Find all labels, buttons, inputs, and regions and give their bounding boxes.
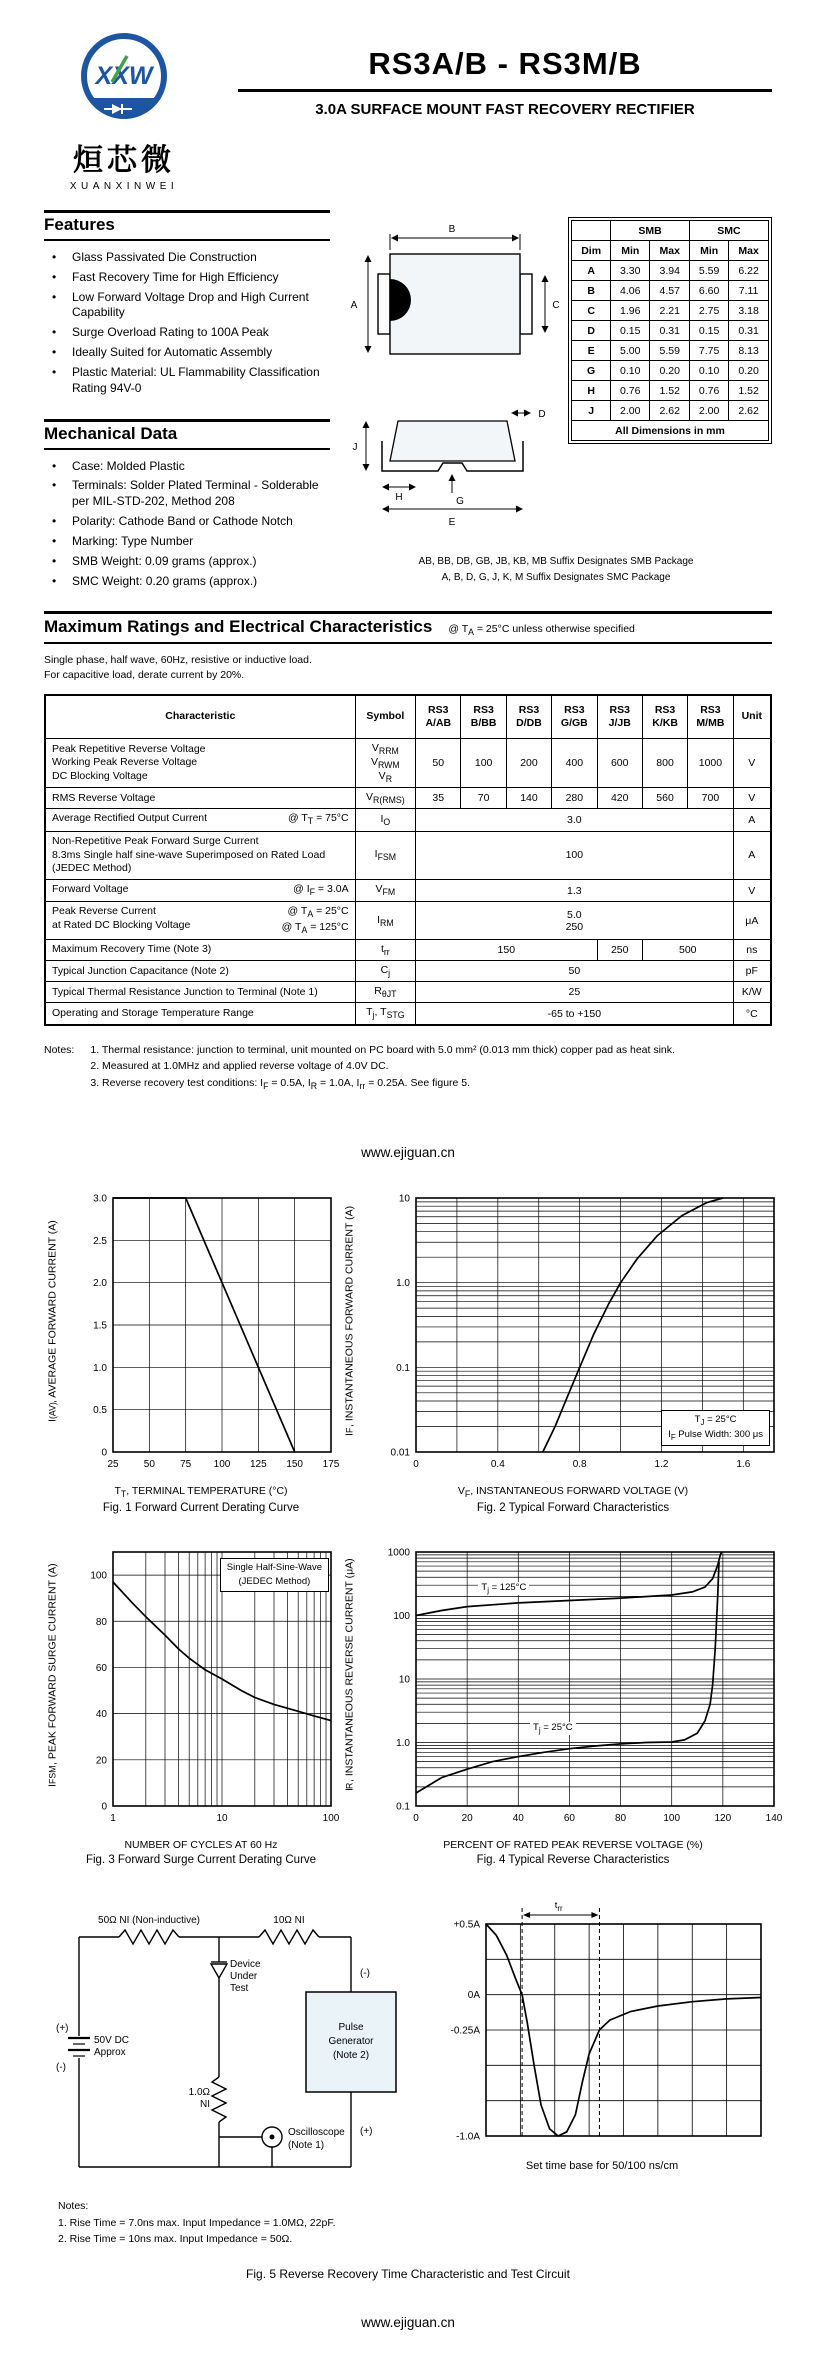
- svg-text:2.5: 2.5: [93, 1236, 107, 1248]
- minus-left-label: (-): [56, 2062, 66, 2074]
- fig4-label-125c: $T_j = 125^\circ C$: [478, 1582, 529, 1595]
- mechanical-heading: Mechanical Data: [44, 419, 330, 450]
- dim-row: E 5.00 5.59 7.75 8.13: [572, 341, 769, 361]
- svg-text:10: 10: [398, 1674, 410, 1686]
- dim-label-j: J: [352, 442, 358, 453]
- ratings-row: Typical Junction Capacitance (Note 2) $C_j$ 50 pF: [45, 961, 771, 982]
- fig3-caption: Fig. 3 Forward Surge Current Derating Curve: [85, 1854, 317, 1867]
- header: [0, 0, 816, 192]
- fig4: [341, 1544, 788, 1866]
- fig3-ylabel: I FSM , PEAK FORWARD SURGE CURRENT (A): [46, 1563, 59, 1787]
- test-circuit-diagram-icon: [44, 1892, 424, 2192]
- svg-text:1.6: 1.6: [736, 1459, 751, 1471]
- svg-text:0: 0: [413, 1459, 419, 1471]
- fig4-ylabel: I R , INSTANTANEOUS REVERSE CURRENT (μA): [343, 1558, 356, 1792]
- suffix-note: AB, BB, DB, GB, JB, KB, MB Suffix Designates SMB Package A, B, D, G, J, K, M Suffix Designates SMC Package: [418, 556, 694, 583]
- dim-label-e: E: [448, 517, 456, 528]
- fig3-annotation: Single Half-Sine-Wave (JEDEC Method): [220, 1558, 329, 1592]
- oscilloscope-label: Oscilloscope: [288, 2127, 345, 2139]
- svg-text:80: 80: [95, 1617, 107, 1629]
- recovery-waveform-plot: [432, 1898, 767, 2148]
- plus-left-label: (+): [56, 2023, 69, 2035]
- page-title: RS3A/B - RS3M/B: [368, 46, 642, 81]
- ratings-heading: [44, 611, 772, 643]
- svg-text:40: 40: [95, 1709, 107, 1721]
- logo-monogram: XXW: [95, 62, 153, 90]
- svg-text:-0.25A: -0.25A: [450, 2025, 480, 2037]
- svg-text:0.5: 0.5: [93, 1405, 107, 1417]
- note-item: 2. Measured at 1.0MHz and applied reverse voltage of 4.0V DC.: [90, 1060, 389, 1073]
- right-column: [330, 198, 772, 593]
- svg-text:75: 75: [180, 1459, 192, 1471]
- list-item: • Ideally Suited for Automatic Assembly: [44, 345, 330, 361]
- fig2-caption: Fig. 2 Typical Forward Characteristics: [476, 1502, 670, 1515]
- title-rule: [238, 89, 772, 92]
- fig4-label-25c: $T_j = 25^\circ C$: [530, 1722, 576, 1735]
- svg-text:40: 40: [512, 1813, 524, 1825]
- ratings-table: Characteristic Symbol RS3 A/AB RS3 B/BB RS3 D/DB RS3 G/GB RS3 J/JB RS3 K/KB RS3 M/MB Unit Peak Repetitive Reverse Voltage Working Peak Reverse Voltage DC Blocking Voltage $V_{RRM}$ $V_{RWM}$ $V_R$ 50 100 200 400 600 800 1000 V RMS Reverse Voltage $V_{R(RMS)}$ 35 70 140 280 420 560 700 V Average Rectified Output Current @ $T_T = 75^\circ C$ $I_O$ 3.0 A Non-Repetitive Peak Forward Surge Current 8.3ms Single half sine-wave Superimposed on Rated Load (JEDEC Method) $I_{FSM}$ 100 A Forward Voltage @ $I_F = 3.0A$ $V_{FM}$ 1.3 V Peak Reverse Current at Rated DC Blocking Voltage @ $T_A = 25^\circ C$ @ $T_A = 125^\circ C$ $I_{RM}$ 5.0 250 μA Maximum Recovery Time (Note 3) $t_{rr}$ 150 250 500 ns Typical Junction Capacitance (Note 2) $C_j$ 50 pF Typical Thermal Resistance Junction to Terminal (Note 1) $R_{\theta JT}$ 25 K/W Operating and Storage Temperature Range $T_j$, $T_{STG}$ -65 to +150 °C: [44, 694, 772, 1026]
- fig3: [44, 1544, 341, 1866]
- circuit-notes: Notes: 1. Rise Time = 7.0ns max. Input Impedance = 1.0MΩ, 22pF. 2. Rise Time = 10ns max. Input Impedance = 50Ω.: [58, 2200, 336, 2245]
- svg-text:10: 10: [216, 1813, 228, 1825]
- fig5-waveform: [432, 1892, 772, 2247]
- svg-text:(Note 2): (Note 2): [332, 2050, 370, 2062]
- logo-mark-icon: [74, 24, 174, 128]
- dim-label-c: C: [552, 300, 560, 311]
- svg-text:20: 20: [95, 1755, 107, 1767]
- svg-text:100: 100: [393, 1611, 410, 1623]
- ratings-row: Operating and Storage Temperature Range $T_j$, $T_{STG}$ -65 to +150 °C: [45, 1003, 771, 1025]
- svg-text:120: 120: [714, 1813, 732, 1825]
- features-heading: Features: [44, 210, 330, 241]
- ratings-row: Peak Repetitive Reverse Voltage Working Peak Reverse Voltage DC Blocking Voltage $V_{RRM}$ $V_{RWM}$ $V_R$ 50 100 200 400 600 800 1000 V: [45, 739, 771, 788]
- resistor-1ohm-label: 1.0Ω: [188, 2087, 210, 2099]
- dimension-table: SMB SMC Dim Min Max Min Max A 3.30 3.94 5.59 6.22 B 4.06 4.57 6.60 7.11 C 1.96 2.21 2.75 3.18 D 0.15 0.31 0.15 0.31 E 5.00 5.59 7.75 8.13 G 0.10 0.20 0.10 0.20 H 0.76 1.52 0.76 1.52 J 2.00 2.62 2.00 2.62 All Dimensions in mm: [571, 220, 769, 441]
- list-item: • Polarity: Cathode Band or Cathode Notch: [44, 514, 330, 530]
- package-drawing: [340, 198, 568, 538]
- fig1-xlabel: $T_T$, TERMINAL TEMPERATURE (°C): [114, 1485, 288, 1500]
- svg-text:1.2: 1.2: [654, 1459, 669, 1471]
- svg-text:100: 100: [90, 1570, 107, 1582]
- svg-text:100: 100: [322, 1813, 340, 1825]
- fig1-caption: Fig. 1 Forward Current Derating Curve: [102, 1502, 300, 1515]
- dut-label: Device: [230, 1959, 261, 1971]
- dim-row: A 3.30 3.94 5.59 6.22: [572, 261, 769, 281]
- fig1-ylabel: I (AV) , AVERAGE FORWARD CURRENT (A): [46, 1219, 59, 1423]
- mechanical-list: [44, 459, 330, 590]
- fig4-plot: [358, 1544, 788, 1836]
- fig2-xlabel: $V_F$, INSTANTANEOUS FORWARD VOLTAGE (V): [457, 1485, 689, 1500]
- resistor-10ohm-label: 10Ω NI: [273, 1915, 305, 1927]
- svg-text:100: 100: [213, 1459, 231, 1471]
- title-block: [204, 16, 772, 192]
- svg-text:Under: Under: [230, 1971, 258, 1983]
- svg-text:60: 60: [563, 1813, 575, 1825]
- svg-text:1000: 1000: [387, 1547, 410, 1559]
- ratings-intro: Single phase, half wave, 60Hz, resistive or inductive load. For capacitive load, derate current by 20%.: [44, 653, 312, 682]
- svg-text:1.0: 1.0: [93, 1363, 107, 1375]
- svg-text:140: 140: [765, 1813, 783, 1825]
- svg-text:0.1: 0.1: [396, 1363, 410, 1375]
- dim-row: D 0.15 0.31 0.15 0.31: [572, 321, 769, 341]
- list-item: • Glass Passivated Die Construction: [44, 250, 330, 266]
- list-item: • Fast Recovery Time for High Efficiency: [44, 270, 330, 286]
- ratings-row: Typical Thermal Resistance Junction to Terminal (Note 1) $R_{\theta JT}$ 25 K/W: [45, 982, 771, 1003]
- fig1-plot: [61, 1190, 341, 1482]
- site-link-footer[interactable]: www.ejiguan.cn: [361, 2315, 455, 2331]
- logo-chinese: 烜芯微: [73, 144, 175, 177]
- dim-label-h: H: [395, 492, 403, 503]
- ratings-row: Peak Reverse Current at Rated DC Blocking Voltage @ $T_A = 25^\circ C$ @ $T_A = 125^\circ C$ $I_{RM}$ 5.0 250 μA: [45, 902, 771, 940]
- ratings-condition: @ $T_A = 25^\circ C$ unless otherwise specified: [448, 623, 635, 638]
- svg-text:0: 0: [101, 1447, 107, 1459]
- pulse-generator-label: Pulse: [338, 2022, 364, 2034]
- svg-text:0.4: 0.4: [490, 1459, 505, 1471]
- dim-row: G 0.10 0.20 0.10 0.20: [572, 361, 769, 381]
- dim-row: C 1.96 2.21 2.75 3.18: [572, 301, 769, 321]
- ratings-row: Maximum Recovery Time (Note 3) $t_{rr}$ 150 250 500 ns: [45, 940, 771, 961]
- dim-row: J 2.00 2.62 2.00 2.62: [572, 401, 769, 421]
- svg-text:150: 150: [286, 1459, 304, 1471]
- dim-row: B 4.06 4.57 6.60 7.11: [572, 281, 769, 301]
- svg-text:60: 60: [95, 1663, 107, 1675]
- fig1: [44, 1190, 341, 1514]
- notes-list: [90, 1042, 675, 1094]
- svg-text:Test: Test: [230, 1983, 249, 1995]
- logo: [44, 16, 204, 192]
- list-item: • Surge Overload Rating to 100A Peak: [44, 325, 330, 341]
- note-item: 1. Thermal resistance: junction to terminal, unit mounted on PC board with 5.0 mm² (0.013 mm thick) copper pad as heat sink.: [90, 1043, 675, 1056]
- svg-text:0: 0: [413, 1813, 419, 1825]
- svg-text:Generator: Generator: [328, 2036, 374, 2048]
- dim-label-b: B: [448, 224, 456, 235]
- svg-text:125: 125: [249, 1459, 267, 1471]
- site-link-middle[interactable]: www.ejiguan.cn: [361, 1145, 455, 1161]
- fig5: [0, 1892, 816, 2247]
- timebase-caption: Set time base for 50/100 ns/cm: [525, 2160, 679, 2173]
- ratings-title: Maximum Ratings and Electrical Characteristics: [44, 617, 433, 637]
- ratings-row: Non-Repetitive Peak Forward Surge Current 8.3ms Single half sine-wave Superimposed on Rated Load (JEDEC Method) $I_{FSM}$ 100 A: [45, 831, 771, 879]
- svg-text:0.01: 0.01: [390, 1447, 410, 1459]
- page-subtitle: 3.0A SURFACE MOUNT FAST RECOVERY RECTIFIER: [315, 101, 695, 118]
- list-item: • SMB Weight: 0.09 grams (approx.): [44, 554, 330, 570]
- list-item: • Low Forward Voltage Drop and High Current Capability: [44, 290, 330, 322]
- fig2: [341, 1190, 788, 1514]
- fig3-xlabel: NUMBER OF CYCLES AT 60 Hz: [124, 1839, 278, 1852]
- battery-label: 50V DC: [94, 2035, 130, 2047]
- notes-label: Notes:: [44, 1043, 75, 1056]
- list-item: • Terminals: Solder Plated Terminal - Solderable per MIL-STD-202, Method 208: [44, 478, 330, 510]
- svg-text:175: 175: [322, 1459, 340, 1471]
- package-side-view-icon: [340, 405, 565, 533]
- dim-row: H 0.76 1.52 0.76 1.52: [572, 381, 769, 401]
- list-item: • Case: Molded Plastic: [44, 459, 330, 475]
- svg-text:3.0: 3.0: [93, 1193, 107, 1205]
- svg-text:0.1: 0.1: [396, 1801, 410, 1813]
- note-item: 3. Reverse recovery test conditions: $I_F = 0.5A$, $I_R = 1.0A$, $I_{rr} = 0.25A$. See figure 5.: [90, 1077, 471, 1092]
- dim-label-a: A: [350, 300, 358, 311]
- svg-text:-1.0A: -1.0A: [456, 2131, 480, 2143]
- svg-text:Approx: Approx: [94, 2047, 126, 2059]
- minus-right-label: (-): [360, 1968, 370, 1980]
- list-item: • SMC Weight: 0.20 grams (approx.): [44, 574, 330, 590]
- svg-text:0: 0: [101, 1801, 107, 1813]
- svg-text:(Note 1): (Note 1): [288, 2140, 325, 2152]
- dim-label-g: G: [456, 496, 464, 507]
- ratings-row: RMS Reverse Voltage $V_{R(RMS)}$ 35 70 140 280 420 560 700 V: [45, 788, 771, 809]
- svg-text:1.0: 1.0: [396, 1738, 410, 1750]
- svg-text:25: 25: [107, 1459, 119, 1471]
- dim-label-d: D: [538, 409, 546, 420]
- svg-text:20: 20: [461, 1813, 473, 1825]
- svg-text:+0.5A: +0.5A: [453, 1919, 480, 1931]
- notes: [44, 1042, 772, 1094]
- svg-text:1.5: 1.5: [93, 1320, 107, 1332]
- logo-english: XUANXINWEI: [69, 181, 179, 192]
- svg-text:100: 100: [663, 1813, 681, 1825]
- plus-right-label: (+): [360, 2126, 373, 2138]
- fig4-caption: Fig. 4 Typical Reverse Characteristics: [476, 1854, 670, 1867]
- left-column: [44, 198, 330, 593]
- svg-text:0.8: 0.8: [572, 1459, 587, 1471]
- svg-text:NI: NI: [200, 2099, 210, 2111]
- features-list: [44, 250, 330, 397]
- fig2-ylabel: I F , INSTANTANEOUS FORWARD CURRENT (A): [343, 1206, 356, 1436]
- svg-text:80: 80: [615, 1813, 627, 1825]
- package-top-view-icon: [340, 212, 565, 394]
- ratings-row: Forward Voltage @ $I_F = 3.0A$ $V_{FM}$ 1.3 V: [45, 879, 771, 901]
- list-item: • Plastic Material: UL Flammability Classification Rating 94V-0: [44, 365, 330, 397]
- list-item: • Marking: Type Number: [44, 534, 330, 550]
- svg-text:1.0: 1.0: [396, 1278, 410, 1290]
- svg-text:1: 1: [110, 1813, 116, 1825]
- svg-text:50: 50: [143, 1459, 155, 1471]
- svg-text:2.0: 2.0: [93, 1278, 107, 1290]
- fig4-xlabel: PERCENT OF RATED PEAK REVERSE VOLTAGE (%): [443, 1839, 703, 1852]
- fig2-conditions: $T_J = 25^\circ C$ $I_F$ Pulse Width: 300 μs: [661, 1410, 770, 1447]
- resistor-50ohm-label: 50Ω NI (Non-inductive): [98, 1915, 200, 1927]
- fig5-caption: Fig. 5 Reverse Recovery Time Characteristic and Test Circuit: [246, 2267, 570, 2282]
- fig5-test-circuit: [44, 1892, 432, 2247]
- svg-text:0A: 0A: [467, 1990, 480, 2002]
- ratings-row: Average Rectified Output Current @ $T_T = 75^\circ C$ $I_O$ 3.0 A: [45, 809, 771, 831]
- trr-label: $t_{rr}$: [552, 1900, 566, 1913]
- svg-text:10: 10: [398, 1193, 410, 1205]
